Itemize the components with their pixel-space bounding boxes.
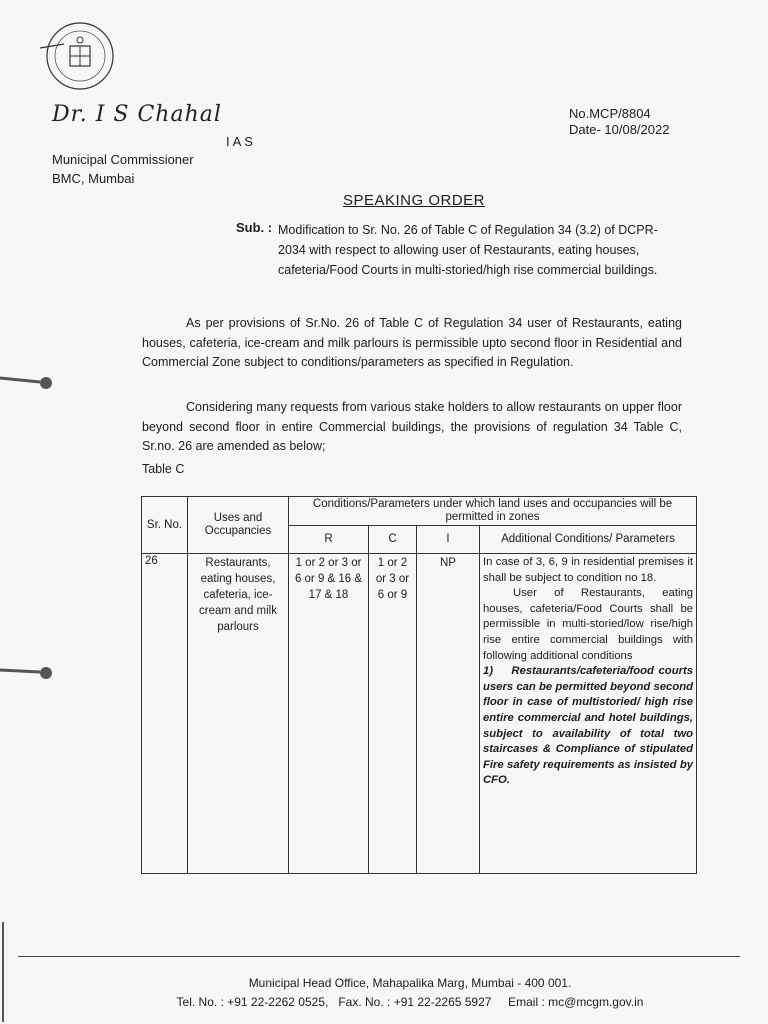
subject-line-3: cafeteria/Food Courts in multi-storied/high rise commercial buildings. bbox=[278, 263, 658, 277]
punch-hole-mark bbox=[0, 662, 56, 680]
table-c bbox=[141, 496, 696, 874]
subject-line-1: Modification to Sr. No. 26 of Table C of Regulation 34 (3.2) of DCPR- bbox=[278, 223, 658, 237]
signature-name: Dr. I S Chahal bbox=[52, 102, 222, 127]
header-r: R bbox=[289, 526, 369, 554]
footer-tel: Tel. No. : +91 22-2262 0525, bbox=[176, 995, 329, 1009]
header-additional: Additional Conditions/ Parameters bbox=[480, 526, 697, 554]
bmc-seal-logo bbox=[40, 18, 116, 94]
cell-sr: 26 bbox=[142, 554, 188, 874]
additional-text-2: User of Restaurants, eating houses, cafeteria/Food Courts shall be permissible in multi-storied/low rise/high rise entire commercial buildings with following additional conditions bbox=[483, 587, 694, 662]
document-title: SPEAKING ORDER bbox=[342, 192, 486, 209]
subject-label: Sub. : bbox=[236, 220, 273, 235]
designation: Municipal Commissioner bbox=[52, 152, 194, 167]
footer-contacts bbox=[0, 995, 768, 1009]
header-uses: Uses and Occupancies bbox=[188, 497, 289, 554]
subject-text bbox=[278, 220, 688, 280]
ias-label: IAS bbox=[226, 134, 256, 149]
additional-text-1: In case of 3, 6, 9 in residential premises it shall be subject to condition no 18. bbox=[483, 556, 694, 584]
punch-hole-mark bbox=[0, 372, 56, 390]
cell-uses: Restaurants, eating houses, cafeteria, ice-cream and milk parlours bbox=[188, 554, 289, 874]
reference-block bbox=[569, 106, 669, 138]
subject-line-2: 2034 with respect to allowing user of Restaurants, eating houses, bbox=[278, 243, 640, 257]
header-sr-no: Sr. No. bbox=[142, 497, 188, 554]
footer-address: Municipal Head Office, Mahapalika Marg, Mumbai - 400 001. bbox=[248, 976, 572, 990]
cell-additional bbox=[480, 554, 697, 874]
footer-fax: Fax. No. : +91 22-2265 5927 bbox=[338, 995, 492, 1009]
header-conditions: Conditions/Parameters under which land uses and occupancies will be permitted in zones bbox=[289, 497, 697, 526]
cell-r: 1 or 2 or 3 or 6 or 9 & 16 & 17 & 18 bbox=[289, 554, 369, 874]
paragraph-2: Considering many requests from various stake holders to allow restaurants on upper floor beyond second floor in entire Commercial buildings, the provisions of regulation 34 Table C, Sr.no. 26 are amended as below; bbox=[142, 400, 682, 454]
signatory-block bbox=[52, 150, 194, 188]
cell-c: 1 or 2 or 3 or 6 or 9 bbox=[369, 554, 417, 874]
office: BMC, Mumbai bbox=[52, 171, 135, 186]
reference-number: No.MCP/8804 bbox=[569, 106, 651, 121]
table-row bbox=[142, 554, 697, 874]
footer-email: Email : mc@mcgm.gov.in bbox=[508, 995, 644, 1009]
additional-text-3: Restaurants/cafeteria/food courts users can be permitted beyond second floor in case of multistoried/ high rise entire commercial and hotel buildings, subject to availability of total two staircases & Compliance of stipulated Fire safety requirements as insisted by CFO. bbox=[483, 665, 694, 787]
cell-i: NP bbox=[417, 554, 480, 874]
header-i: I bbox=[417, 526, 480, 554]
table-label: Table C bbox=[142, 462, 185, 476]
additional-item-number: 1) bbox=[483, 665, 494, 678]
order-date: Date- 10/08/2022 bbox=[569, 122, 670, 137]
footer-rule bbox=[18, 956, 740, 957]
header-c: C bbox=[369, 526, 417, 554]
paragraph-1: As per provisions of Sr.No. 26 of Table C of Regulation 34 user of Restaurants, eating houses, cafeteria, ice-cream and milk parlours is permissible upto second floor in Residential and Commercial Zone subject to conditions/parameters as specified in Regulation. bbox=[142, 316, 682, 370]
